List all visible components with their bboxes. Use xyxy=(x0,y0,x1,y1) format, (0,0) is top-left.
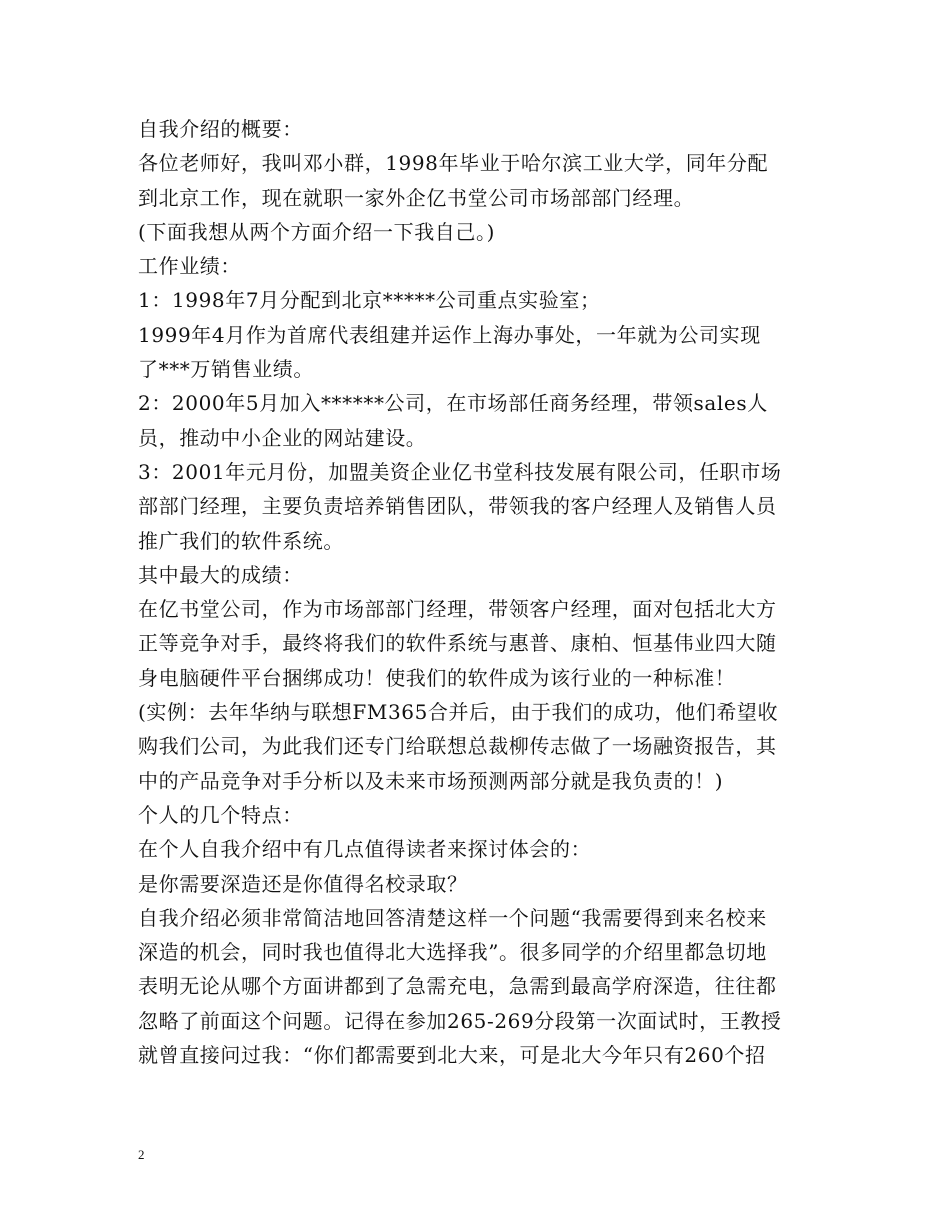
text-line: 表明无论从哪个方面讲都到了急需充电，急需到最高学府深造，往往都 xyxy=(138,974,777,999)
text-line: 在亿书堂公司，作为市场部部门经理，带领客户经理，面对包括北大方 xyxy=(138,597,777,622)
text-line: 正等竞争对手，最终将我们的软件系统与惠普、康柏、恒基伟业四大随 xyxy=(138,631,777,656)
text-line: 到北京工作，现在就职一家外企亿书堂公司市场部部门经理。 xyxy=(138,185,695,210)
text-line: 其中最大的成绩： xyxy=(138,562,303,587)
text-line: 身电脑硬件平台捆绑成功！使我们的软件成为该行业的一种标准！ xyxy=(138,665,736,690)
text-line: 工作业绩： xyxy=(138,254,241,279)
text-line: 自我介绍必须非常简洁地回答清楚这样一个问题“我需要得到来名校来 xyxy=(138,905,767,930)
text-line: 各位老师好，我叫邓小群，1998年毕业于哈尔滨工业大学，同年分配 xyxy=(138,151,769,176)
text-line: 就曾直接问过我：“你们都需要到北大来，可是北大今年只有260个招 xyxy=(138,1043,766,1068)
text-line: (实例：去年华纳与联想FM365合并后，由于我们的成功，他们希望收 xyxy=(138,700,779,725)
text-line: 1：1998年7月分配到北京*****公司重点实验室； xyxy=(138,288,601,313)
document-body xyxy=(138,112,818,1072)
text-line: 部部门经理，主要负责培养销售团队，带领我的客户经理人及销售人员 xyxy=(138,494,777,519)
text-line: 在个人自我介绍中有几点值得读者来探讨体会的： xyxy=(138,837,592,862)
text-line: 1999年4月作为首席代表组建并运作上海办事处，一年就为公司实现 xyxy=(138,322,761,347)
text-line: 忽略了前面这个问题。记得在参加265-269分段第一次面试时，王教授 xyxy=(138,1008,782,1033)
text-line: 深造的机会，同时我也值得北大选择我”。很多同学的介绍里都急切地 xyxy=(138,940,767,965)
text-line: 2：2000年5月加入******公司，在市场部任商务经理，带领sales人 xyxy=(138,391,768,416)
text-line: 购我们公司，为此我们还专门给联想总裁柳传志做了一场融资报告，其 xyxy=(138,734,777,759)
text-line: 自我介绍的概要： xyxy=(138,117,303,141)
text-line: 3：2001年元月份，加盟美资企业亿书堂科技发展有限公司，任职市场 xyxy=(138,459,782,484)
text-line: 中的产品竞争对手分析以及未来市场预测两部分就是我负责的！) xyxy=(138,768,724,793)
text-line: 了***万销售业绩。 xyxy=(138,357,314,382)
text-line: (下面我想从两个方面介绍一下我自己。) xyxy=(138,219,496,244)
text-line: 个人的几个特点： xyxy=(138,802,303,827)
text-line: 是你需要深造还是你值得名校录取？ xyxy=(138,871,468,896)
page-number: 2 xyxy=(138,1147,145,1162)
text-line: 员，推动中小企业的网站建设。 xyxy=(138,425,427,450)
text-line: 推广我们的软件系统。 xyxy=(138,528,344,553)
